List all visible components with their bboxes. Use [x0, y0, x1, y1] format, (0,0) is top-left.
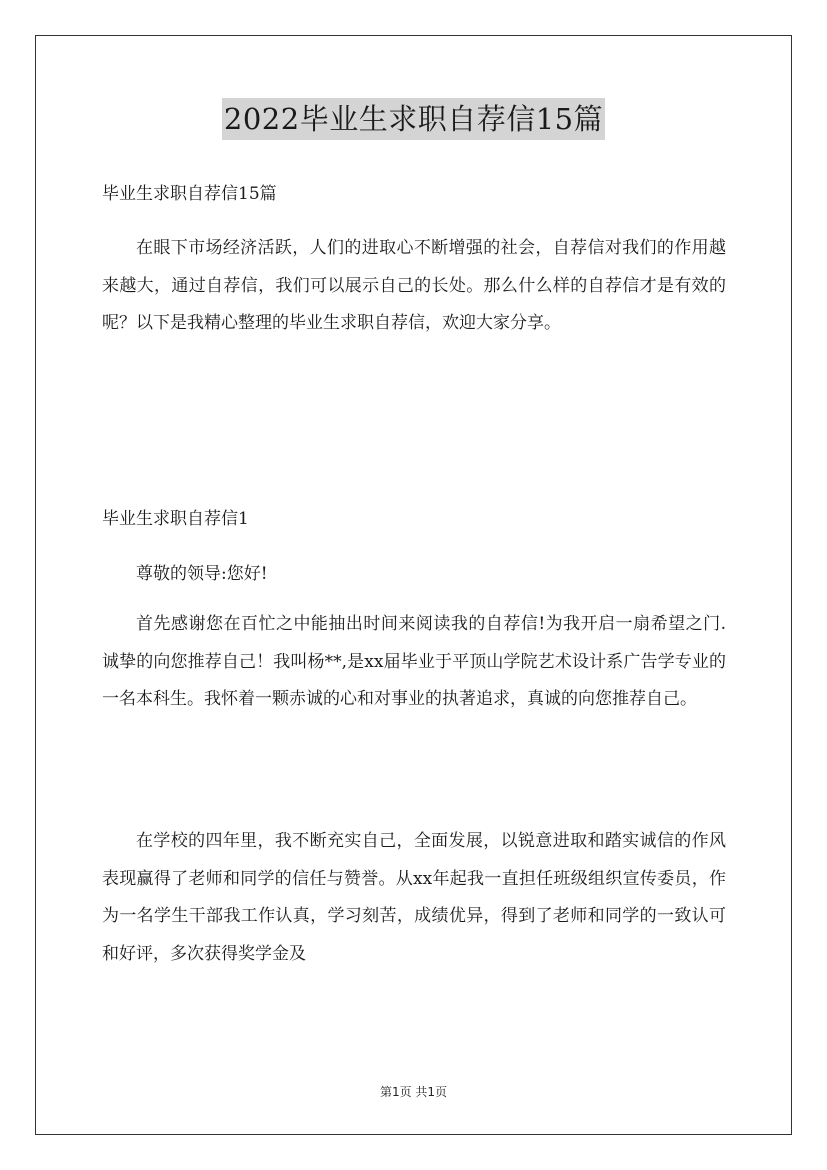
document-subtitle: 毕业生求职自荐信15篇: [102, 184, 277, 204]
page-footer: 第1页 共1页: [379, 1085, 448, 1099]
body-paragraph-1: 首先感谢您在百忙之中能抽出时间来阅读我的自荐信!为我开启一扇希望之门. 诚挚的向您推荐自己！我叫杨**,是xx届毕业于平顶山学院艺术设计系广告学专业的一名本科生。我怀着一颗赤诚的心和对事业的执著追求，真诚的向您推荐自己。: [102, 614, 726, 710]
salutation: 尊敬的领导:您好!: [136, 564, 268, 584]
document-title-text: 2022毕业生求职自荐信15篇: [222, 98, 605, 140]
body-paragraph-2: 在学校的四年里，我不断充实自己，全面发展，以锐意进取和踏实诚信的作风表现赢得了老师和同学的信任与赞誉。从xx年起我一直担任班级组织宣传委员，作为一名学生干部我工作认真，学习刻苦，成绩优异，得到了老师和同学的一致认可和好评，多次获得奖学金及: [102, 831, 726, 964]
intro-paragraph: 在眼下市场经济活跃，人们的进取心不断增强的社会，自荐信对我们的作用越来越大，通过自荐信，我们可以展示自己的长处。那么什么样的自荐信才是有效的呢？以下是我精心整理的毕业生求职自荐信，欢迎大家分享。: [102, 238, 726, 334]
section-heading: 毕业生求职自荐信1: [102, 509, 249, 529]
document-title: [0, 98, 827, 140]
